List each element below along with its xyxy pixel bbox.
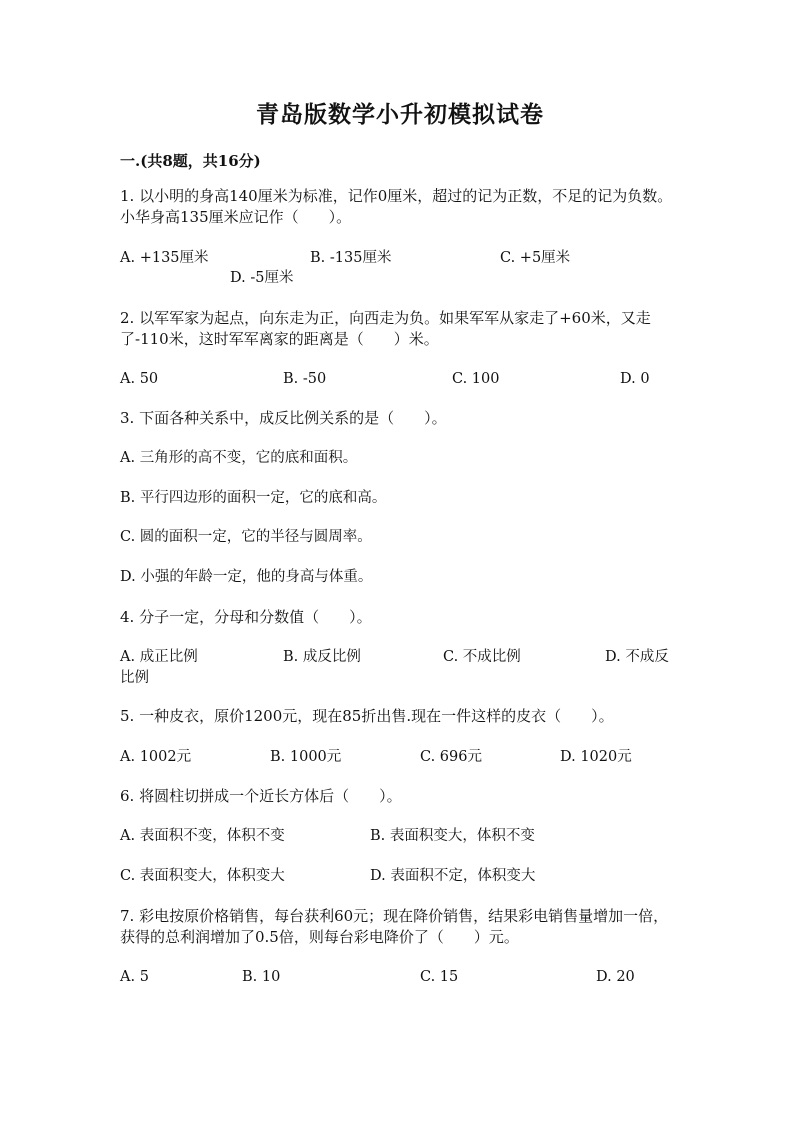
q2-option-c[interactable]: C. 100 [452, 371, 500, 387]
q6-option-d[interactable]: D. 表面积不定，体积变大 [370, 868, 536, 884]
question-5: 5. 一种皮衣，原价1200元，现在85折出售.现在一件这样的皮衣（ ）。 [120, 707, 614, 725]
q7-option-d[interactable]: D. 20 [596, 969, 635, 985]
q5-option-a[interactable]: A. 1002元 [120, 749, 192, 765]
q4-option-a[interactable]: A. 成正比例 [120, 649, 198, 665]
question-6: 6. 将圆柱切拼成一个近长方体后（ ）。 [120, 787, 402, 805]
q7-option-c[interactable]: C. 15 [420, 969, 459, 985]
page-title: 青岛版数学小升初模拟试卷 [256, 101, 544, 128]
question-3: 3. 下面各种关系中，成反比例关系的是（ ）。 [120, 409, 447, 427]
q7-option-a[interactable]: A. 5 [120, 969, 149, 985]
q3-option-b[interactable]: B. 平行四边形的面积一定，它的底和高。 [120, 490, 387, 506]
q4-option-d[interactable]: D. 不成反比例 [120, 649, 669, 686]
q3-option-d[interactable]: D. 小强的年龄一定，他的身高与体重。 [120, 569, 373, 585]
q5-option-c[interactable]: C. 696元 [420, 749, 482, 765]
q5-option-d[interactable]: D. 1020元 [560, 749, 632, 765]
question-2: 2. 以军军家为起点，向东走为正，向西走为负。如果军军从家走了+60米，又走了-110米，这时军军离家的距离是（ ）米。 [120, 309, 651, 348]
q7-option-b[interactable]: B. 10 [242, 969, 281, 985]
q2-option-a[interactable]: A. 50 [120, 371, 159, 387]
q4-option-b[interactable]: B. 成反比例 [283, 649, 361, 665]
q6-option-b[interactable]: B. 表面积变大，体积不变 [370, 828, 535, 844]
question-4: 4. 分子一定，分母和分数值（ ）。 [120, 608, 372, 626]
question-7: 7. 彩电按原价格销售，每台获利60元；现在降价销售，结果彩电销售量增加一倍，获得的总利润增加了0.5倍，则每台彩电降价了（ ）元。 [120, 907, 669, 946]
q1-option-c[interactable]: C. +5厘米 [500, 250, 571, 266]
q5-option-b[interactable]: B. 1000元 [270, 749, 342, 765]
q3-option-c[interactable]: C. 圆的面积一定，它的半径与圆周率。 [120, 529, 372, 545]
q1-option-a[interactable]: A. +135厘米 [120, 250, 209, 266]
q6-option-c[interactable]: C. 表面积变大，体积变大 [120, 868, 285, 884]
q2-option-b[interactable]: B. -50 [283, 371, 327, 387]
q1-option-d[interactable]: D. -5厘米 [230, 270, 294, 286]
question-1: 1. 以小明的身高140厘米为标准，记作0厘米，超过的记为正数，不足的记为负数。小华身高135厘米应记作（ ）。 [120, 187, 673, 226]
q1-option-b[interactable]: B. -135厘米 [310, 250, 392, 266]
q3-option-a[interactable]: A. 三角形的高不变，它的底和面积。 [120, 450, 358, 466]
q4-option-c[interactable]: C. 不成比例 [443, 649, 521, 665]
section-heading: 一.(共8题，共16分) [120, 152, 261, 170]
q6-option-a[interactable]: A. 表面积不变，体积不变 [120, 828, 285, 844]
q2-option-d[interactable]: D. 0 [620, 371, 650, 387]
